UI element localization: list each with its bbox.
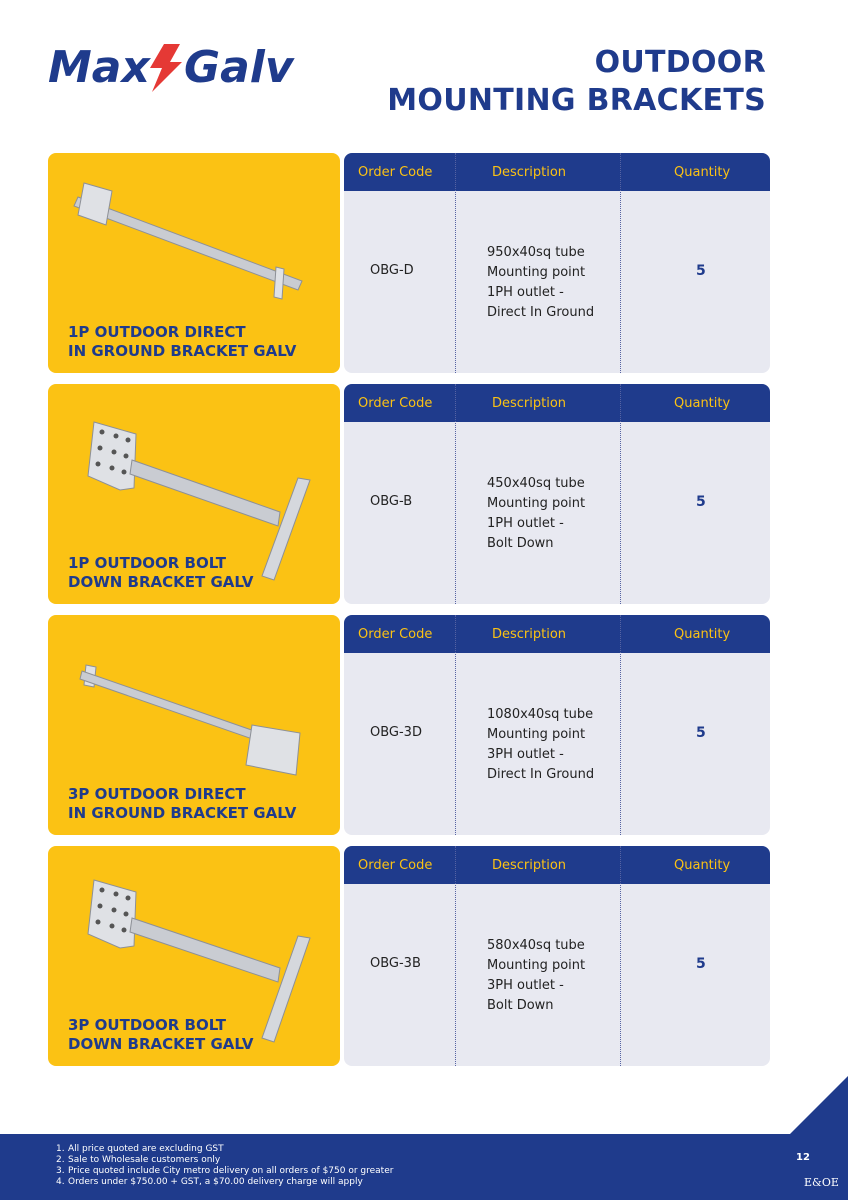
product-image-panel	[48, 846, 340, 1066]
column-divider	[620, 615, 621, 835]
product-image-panel	[48, 384, 340, 604]
column-divider	[455, 846, 456, 1066]
header-order-code: Order Code	[358, 396, 433, 411]
header-description: Description	[492, 396, 567, 411]
column-divider	[455, 384, 456, 604]
order-code: OBG-3D	[370, 725, 422, 740]
product-table	[344, 384, 770, 604]
description: 450x40sq tube Mounting point 1PH outlet - Bolt Down	[487, 476, 586, 551]
product-card	[48, 615, 770, 835]
header-description: Description	[492, 858, 567, 873]
order-code: OBG-D	[370, 263, 414, 278]
order-code: OBG-B	[370, 494, 413, 509]
table-header	[344, 153, 770, 191]
note-item: 3. Price quoted include City metro delivery on all orders of $750 or greater	[56, 1166, 394, 1176]
header-quantity: Quantity	[674, 396, 731, 411]
product-name: 3P OUTDOOR BOLT DOWN BRACKET GALV	[68, 1016, 254, 1053]
product-image-panel	[48, 615, 340, 835]
page-number: 12	[796, 1152, 810, 1163]
header-quantity: Quantity	[674, 627, 731, 642]
order-code: OBG-3B	[370, 956, 421, 971]
product-card	[48, 384, 770, 604]
note-item: 1. All price quoted are excluding GST	[56, 1144, 224, 1154]
product-name: 1P OUTDOOR DIRECT IN GROUND BRACKET GALV	[68, 323, 297, 360]
page-title-line-1: OUTDOOR	[594, 45, 766, 80]
lightning-icon	[150, 44, 182, 92]
product-image-panel	[48, 153, 340, 373]
quantity: 5	[696, 494, 706, 510]
table-header	[344, 384, 770, 422]
quantity: 5	[696, 956, 706, 972]
product-table	[344, 615, 770, 835]
product-name: 3P OUTDOOR DIRECT IN GROUND BRACKET GALV	[68, 785, 297, 822]
svg-text:Galv: Galv	[184, 42, 294, 93]
column-divider	[620, 846, 621, 1066]
note-item: 4. Orders under $750.00 + GST, a $70.00 delivery charge will apply	[56, 1177, 363, 1187]
description: 950x40sq tube Mounting point 1PH outlet - Direct In Ground	[487, 245, 595, 320]
header-description: Description	[492, 627, 567, 642]
eoe-mark: E&OE	[804, 1176, 839, 1189]
page-title-line-2: MOUNTING BRACKETS	[387, 83, 766, 118]
description: 580x40sq tube Mounting point 3PH outlet - Bolt Down	[487, 938, 586, 1013]
column-divider	[620, 384, 621, 604]
header-description: Description	[492, 165, 567, 180]
svg-text:Max: Max	[48, 42, 150, 93]
header-quantity: Quantity	[674, 165, 731, 180]
column-divider	[455, 615, 456, 835]
header-order-code: Order Code	[358, 165, 433, 180]
description: 1080x40sq tube Mounting point 3PH outlet - Direct In Ground	[487, 707, 595, 782]
quantity: 5	[696, 725, 706, 741]
maxgalv-logo	[48, 40, 324, 94]
page-title	[387, 44, 766, 120]
header-order-code: Order Code	[358, 627, 433, 642]
footer-notes	[56, 1144, 393, 1188]
quantity: 5	[696, 263, 706, 279]
table-header	[344, 846, 770, 884]
product-table	[344, 846, 770, 1066]
header-order-code: Order Code	[358, 858, 433, 873]
table-header	[344, 615, 770, 653]
column-divider	[620, 153, 621, 373]
product-table	[344, 153, 770, 373]
product-name: 1P OUTDOOR BOLT DOWN BRACKET GALV	[68, 554, 254, 591]
note-item: 2. Sale to Wholesale customers only	[56, 1155, 221, 1165]
product-card	[48, 153, 770, 373]
column-divider	[455, 153, 456, 373]
product-card	[48, 846, 770, 1066]
header-quantity: Quantity	[674, 858, 731, 873]
